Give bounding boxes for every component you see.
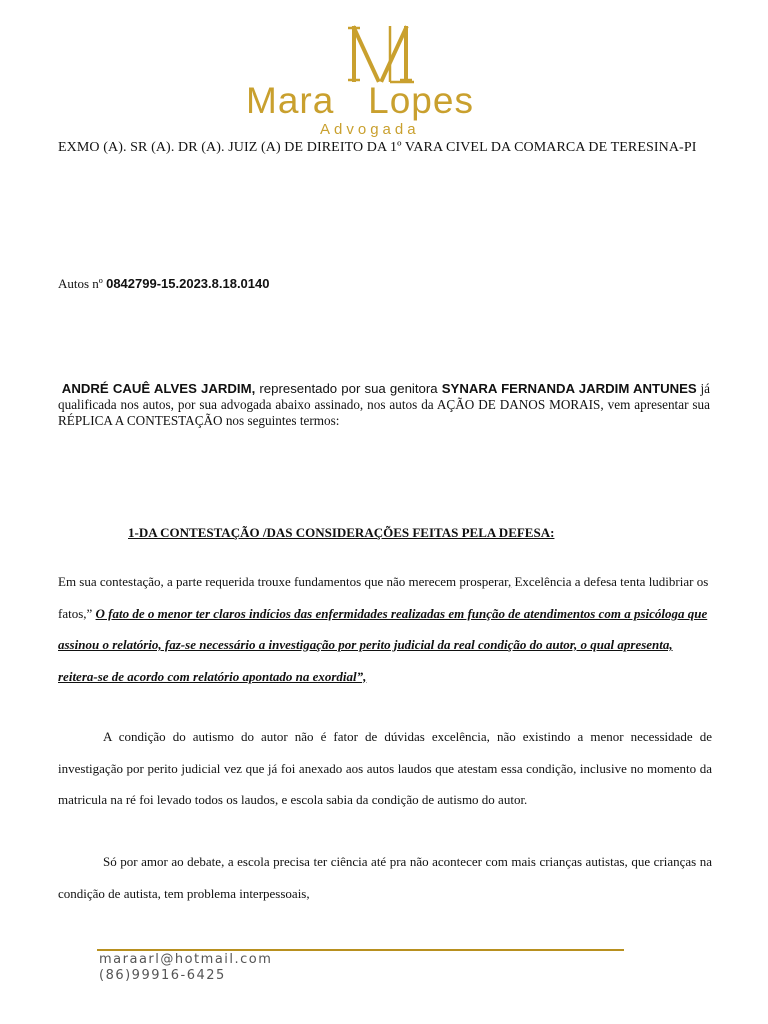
logo-monogram	[340, 20, 420, 86]
paragraph-1-comma: ,	[507, 574, 512, 589]
footer-email: maraarl@hotmail.com	[99, 952, 273, 967]
paragraph-3: Só por amor ao debate, a escola precisa ter ciência até pra não acontecer com mais crianças autistas, que crianças na condição de autista, tem problema interpessoais,	[58, 854, 712, 901]
paragraph-1-middle: Excelência a defesa tenta ludibriar os fatos,”	[58, 574, 709, 621]
case-number: 0842799-15.2023.8.18.0140	[106, 276, 270, 291]
paragraph-1	[58, 566, 710, 692]
logo-subtitle: Advogada	[320, 121, 420, 138]
case-label: Autos nº	[58, 276, 107, 291]
paragraph-1-quote: O fato de o menor ter claros indícios das enfermidades realizadas em função de atendimentos com a psicóloga que assinou o relatório, faz-se necessário a investigação por perito judicial da real condição do autor, o qual apresenta, reitera-se de acordo com relatório apontado na exordial”,	[58, 605, 708, 684]
plaintiff-name: ANDRÉ CAUÊ ALVES JARDIM,	[61, 381, 256, 396]
section-heading: 1-DA CONTESTAÇÃO /DAS CONSIDERAÇÕES FEITAS PELA DEFESA:	[128, 525, 555, 540]
intro-text-2: já qualificada nos autos, por sua advogada abaixo assinado, nos autos da AÇÃO DE DANOS MORAIS, vem apresentar sua RÉPLICA A CONTESTAÇÃO nos seguintes termos:	[58, 381, 711, 428]
paragraph-2: A condição do autismo do autor não é fator de dúvidas excelência, não existindo a menor necessidade de investigação por perito judicial vez que já foi anexado aos autos laudos que atestam essa condição, inclusive no momento da matricula na ré foi levado todos os laudos, e escola sabia da condição de autismo do autor.	[58, 729, 712, 807]
case-number-line	[58, 276, 269, 292]
court-address: EXMO (A). SR (A). DR (A). JUIZ (A) DE DIREITO DA 1º VARA CIVEL DA COMARCA DE TERESINA-PI	[58, 140, 697, 155]
paragraph-1-start: Em sua contestação, a parte requerida trouxe fundamentos que não merecem prosperar	[58, 574, 508, 589]
intro-paragraph	[58, 381, 710, 429]
footer-phone: (86)99916-6425	[99, 968, 226, 983]
mother-name: SYNARA FERNANDA JARDIM ANTUNES	[441, 381, 697, 396]
logo-name: Mara Lopes	[246, 80, 474, 121]
footer-divider	[97, 949, 624, 951]
intro-text-1: representado por sua genitora	[255, 381, 442, 396]
